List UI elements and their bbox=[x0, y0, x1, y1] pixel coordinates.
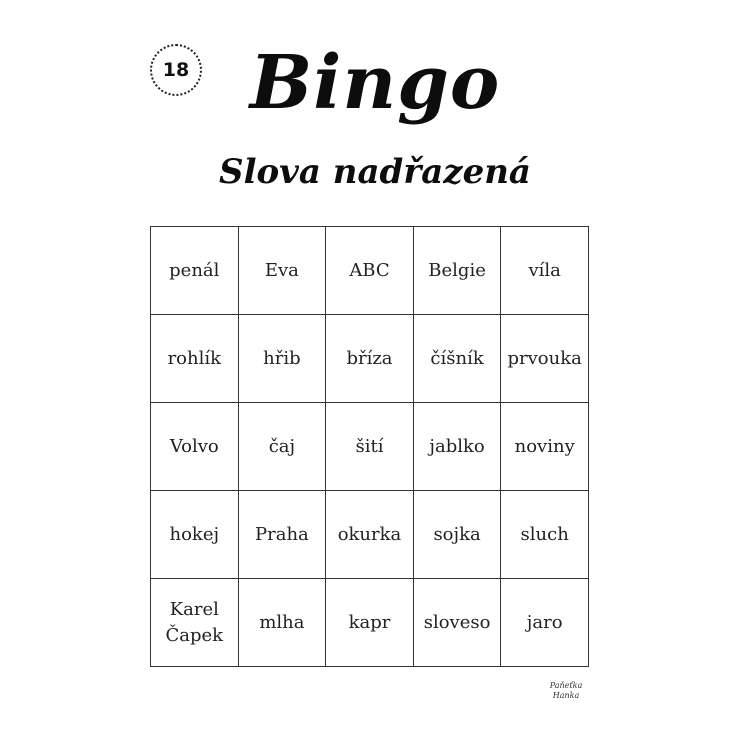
bingo-cell[interactable]: Volvo bbox=[151, 403, 239, 491]
bingo-cell[interactable]: Praha bbox=[239, 491, 327, 579]
bingo-cell[interactable]: čaj bbox=[239, 403, 327, 491]
bingo-cell[interactable]: víla bbox=[501, 227, 589, 315]
author-signature bbox=[544, 674, 588, 708]
card-number: 18 bbox=[162, 59, 190, 81]
bingo-cell[interactable]: penál bbox=[151, 227, 239, 315]
bingo-cell[interactable]: sojka bbox=[414, 491, 502, 579]
bingo-cell[interactable]: prvouka bbox=[501, 315, 589, 403]
bingo-cell[interactable]: okurka bbox=[326, 491, 414, 579]
signature-line-1: Paňeťka bbox=[549, 681, 583, 690]
page-title: Bingo bbox=[249, 40, 501, 126]
bingo-cell[interactable]: šití bbox=[326, 403, 414, 491]
bingo-cell[interactable]: Eva bbox=[239, 227, 327, 315]
signature-line-2: Hanka bbox=[552, 691, 580, 700]
bingo-cell[interactable]: sluch bbox=[501, 491, 589, 579]
bingo-cell[interactable]: jaro bbox=[501, 579, 589, 667]
bingo-cell[interactable]: Karel Čapek bbox=[151, 579, 239, 667]
bingo-cell[interactable]: sloveso bbox=[414, 579, 502, 667]
bingo-cell[interactable]: kapr bbox=[326, 579, 414, 667]
bingo-cell[interactable]: rohlík bbox=[151, 315, 239, 403]
bingo-grid bbox=[150, 226, 589, 667]
page-subtitle: Slova nadřazená bbox=[219, 152, 531, 192]
bingo-cell[interactable]: hokej bbox=[151, 491, 239, 579]
bingo-cell[interactable]: Belgie bbox=[414, 227, 502, 315]
bingo-cell[interactable]: číšník bbox=[414, 315, 502, 403]
bingo-cell[interactable]: mlha bbox=[239, 579, 327, 667]
bingo-cell[interactable]: hřib bbox=[239, 315, 327, 403]
bingo-cell[interactable]: noviny bbox=[501, 403, 589, 491]
bingo-cell[interactable]: ABC bbox=[326, 227, 414, 315]
bingo-cell[interactable]: bříza bbox=[326, 315, 414, 403]
card-number-badge bbox=[150, 44, 202, 96]
bingo-cell[interactable]: jablko bbox=[414, 403, 502, 491]
